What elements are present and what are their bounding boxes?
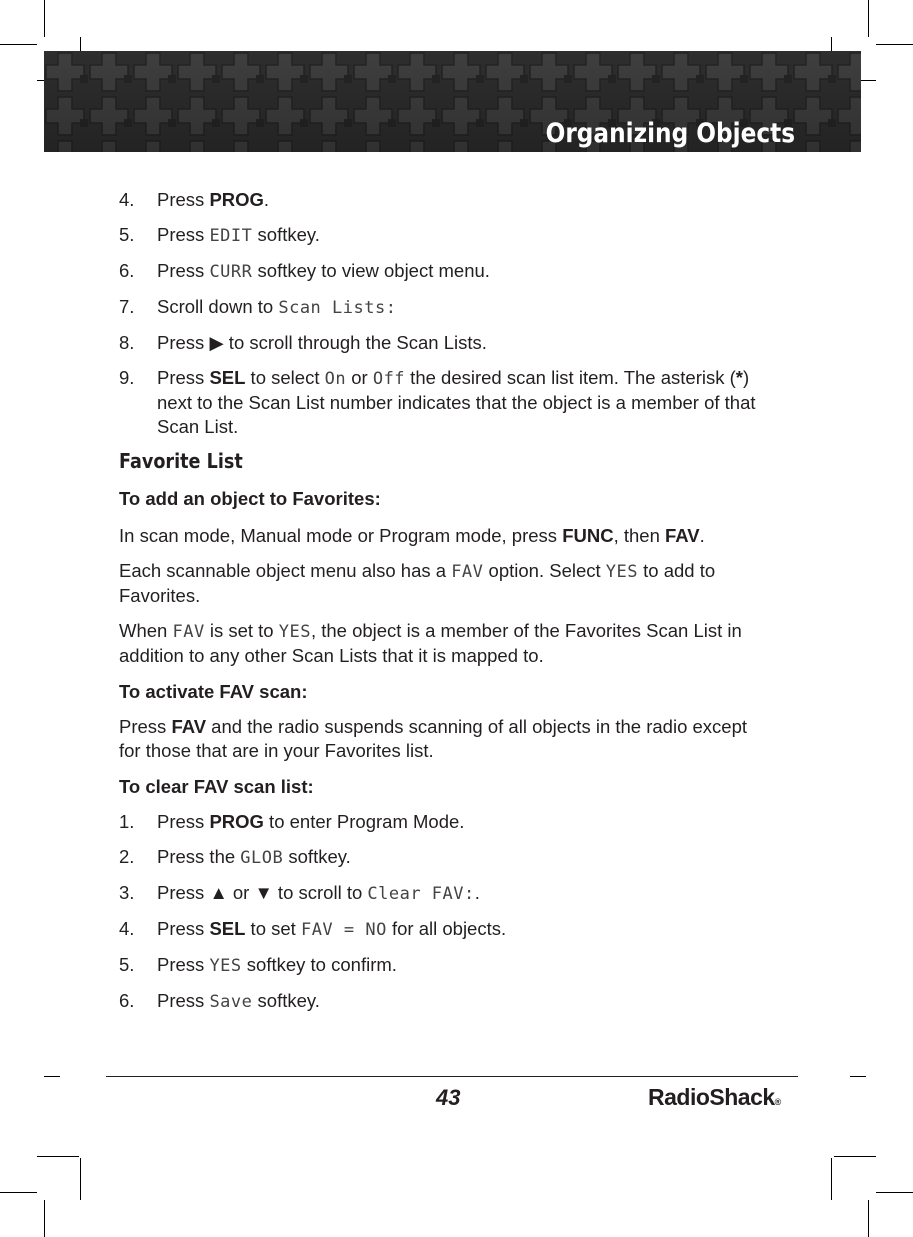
text-run: Press bbox=[157, 189, 210, 210]
text-run: softkey. bbox=[252, 224, 320, 245]
section-title-favorite-list: Favorite List bbox=[119, 449, 243, 473]
display-text: GLOB bbox=[240, 848, 284, 868]
list-item bbox=[119, 989, 769, 1014]
text-run: Press bbox=[157, 918, 210, 939]
text-run: softkey to view object menu. bbox=[252, 260, 490, 281]
display-text: Clear FAV: bbox=[367, 884, 475, 904]
step-number: 5. bbox=[119, 954, 135, 975]
list-item bbox=[119, 259, 769, 284]
text-run: Press bbox=[157, 882, 210, 903]
display-text: EDIT bbox=[209, 226, 253, 246]
paragraph bbox=[119, 559, 769, 608]
crop-mark bbox=[876, 1192, 913, 1193]
step-number: 6. bbox=[119, 260, 135, 281]
step-number: 9. bbox=[119, 367, 135, 388]
text-run: Press bbox=[157, 954, 210, 975]
text-run: Press bbox=[157, 260, 210, 281]
page-content bbox=[119, 188, 769, 1014]
crop-mark bbox=[0, 1192, 37, 1193]
crop-mark bbox=[80, 1158, 81, 1200]
key-name: SEL bbox=[209, 367, 246, 388]
display-text: YES bbox=[278, 622, 311, 642]
text-run: is set to bbox=[204, 620, 279, 641]
text-run: to scroll through the Scan Lists. bbox=[223, 332, 487, 353]
step-number: 7. bbox=[119, 296, 135, 317]
display-text: Scan Lists: bbox=[278, 298, 397, 318]
crop-mark bbox=[868, 0, 869, 37]
text-run: Press the bbox=[157, 846, 241, 867]
crop-mark bbox=[44, 1200, 45, 1237]
list-item bbox=[119, 953, 769, 978]
text-run: ▼ bbox=[254, 882, 273, 903]
text-run: Press bbox=[157, 990, 210, 1011]
list-item bbox=[119, 810, 769, 834]
key-name: PROG bbox=[209, 811, 264, 832]
crop-mark bbox=[44, 0, 45, 37]
text-run: to select bbox=[245, 367, 325, 388]
key-name: SEL bbox=[209, 918, 246, 939]
list-item bbox=[119, 295, 769, 320]
crop-mark bbox=[37, 1156, 79, 1157]
text-run: or bbox=[346, 367, 373, 388]
text-run: When bbox=[119, 620, 173, 641]
page-number: 43 bbox=[436, 1085, 461, 1110]
step-list-scan-lists bbox=[119, 188, 769, 439]
text-run: softkey to confirm. bbox=[241, 954, 397, 975]
text-run: ) next to the Scan List number indicates that the object is a member of that Scan List. bbox=[157, 367, 756, 437]
display-text: On bbox=[324, 369, 347, 389]
text-run: option. Select bbox=[483, 560, 606, 581]
list-item bbox=[119, 366, 769, 439]
text-run: Press bbox=[157, 224, 210, 245]
subheading-add-favorites: To add an object to Favorites: bbox=[119, 488, 381, 509]
crop-mark bbox=[850, 1076, 866, 1077]
text-run: or bbox=[227, 882, 255, 903]
key-name: FAV bbox=[665, 525, 700, 546]
display-text: FAV bbox=[172, 622, 205, 642]
subheading-clear-fav: To clear FAV scan list: bbox=[119, 776, 314, 797]
step-list-clear-fav bbox=[119, 810, 769, 1014]
text-run: softkey. bbox=[252, 990, 320, 1011]
step-number: 3. bbox=[119, 882, 135, 903]
step-number: 5. bbox=[119, 224, 135, 245]
header-banner bbox=[44, 51, 861, 152]
text-run: to set bbox=[245, 918, 301, 939]
crop-mark bbox=[868, 1200, 869, 1237]
key-name: FUNC bbox=[562, 525, 614, 546]
crop-mark bbox=[831, 1158, 832, 1200]
list-item bbox=[119, 188, 769, 212]
brand-mark: ® bbox=[774, 1097, 781, 1107]
crop-mark bbox=[834, 1156, 876, 1157]
display-text: FAV bbox=[451, 562, 484, 582]
text-run: . bbox=[263, 189, 270, 210]
text-run: ▲ bbox=[209, 882, 228, 903]
step-number: 6. bbox=[119, 990, 135, 1011]
step-number: 2. bbox=[119, 846, 135, 867]
paragraphs-add-favorites bbox=[119, 524, 769, 668]
list-item bbox=[119, 881, 769, 906]
key-name: * bbox=[735, 367, 743, 388]
brand-logo bbox=[648, 1084, 781, 1111]
text-run: Each scannable object menu also has a bbox=[119, 560, 452, 581]
text-run: , the object is a member of the Favorites Scan List in addition to any other Scan Lists that it is mapped to. bbox=[119, 620, 742, 666]
text-run: In scan mode, Manual mode or Program mode, press bbox=[119, 525, 563, 546]
step-number: 1. bbox=[119, 811, 135, 832]
display-text: YES bbox=[605, 562, 639, 582]
display-text: CURR bbox=[209, 262, 253, 282]
text-run: to scroll to bbox=[272, 882, 368, 903]
text-run: , then bbox=[613, 525, 666, 546]
text-run: the desired scan list item. The asterisk ( bbox=[405, 367, 736, 388]
text-run: softkey. bbox=[283, 846, 351, 867]
key-name: PROG bbox=[209, 189, 264, 210]
display-text: Off bbox=[372, 369, 406, 389]
text-run: Press bbox=[157, 367, 210, 388]
text-run: and the radio suspends scanning of all objects in the radio except for those that are in your Favorites list. bbox=[119, 716, 748, 761]
list-item bbox=[119, 223, 769, 248]
key-name: FAV bbox=[171, 716, 207, 737]
text-run: . bbox=[474, 882, 480, 903]
page-title: Organizing Objects bbox=[545, 118, 795, 149]
display-text: YES bbox=[209, 956, 242, 976]
crop-mark bbox=[0, 44, 37, 45]
display-text: FAV = NO bbox=[300, 920, 387, 940]
crop-mark bbox=[876, 44, 913, 45]
list-item bbox=[119, 917, 769, 942]
text-run: ▶ bbox=[209, 332, 224, 353]
crop-mark bbox=[44, 1076, 60, 1077]
paragraph bbox=[119, 524, 769, 548]
text-run: to add to Favorites. bbox=[119, 560, 716, 606]
list-item bbox=[119, 845, 769, 870]
paragraph bbox=[119, 619, 769, 668]
text-run: for all objects. bbox=[386, 918, 507, 939]
step-number: 8. bbox=[119, 332, 135, 353]
text-run: Press bbox=[157, 332, 210, 353]
text-run: to enter Program Mode. bbox=[263, 811, 465, 832]
subheading-activate-fav: To activate FAV scan: bbox=[119, 681, 308, 702]
step-number: 4. bbox=[119, 189, 135, 210]
step-number: 4. bbox=[119, 918, 135, 939]
text-run: Press bbox=[157, 811, 210, 832]
list-item bbox=[119, 331, 769, 355]
brand-name: RadioShack bbox=[648, 1084, 775, 1110]
text-run: . bbox=[699, 525, 705, 546]
footer-divider bbox=[106, 1076, 798, 1077]
text-run: Scroll down to bbox=[157, 296, 279, 317]
text-run: Press bbox=[119, 716, 172, 737]
display-text: Save bbox=[209, 992, 253, 1012]
paragraph-activate-fav bbox=[119, 715, 769, 763]
